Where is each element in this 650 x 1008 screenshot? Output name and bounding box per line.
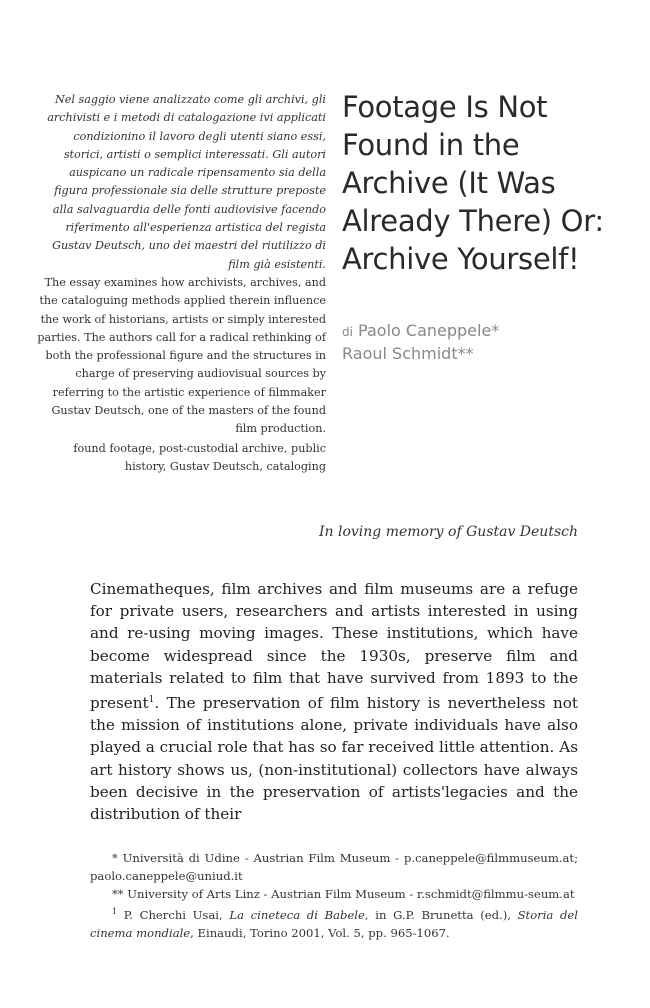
author-name: Paolo Caneppele* [358,321,500,340]
footnote-text: , Einaudi, Torino 2001, Vol. 5, pp. 965-1067. [190,926,450,941]
abstract-italian: Nel saggio viene analizzato come gli archivi, gli archivisti e i metodi di catalogazione ivi applicati condizionino il lavoro degli utenti siano essi, storici, artisti o semplici interessati. Gli autori auspicano un radicale ripensamento sia della figura professionale sia delle strutture preposte alla salvaguardia delle fonti audiovisive facendo riferimento all'esperienza artistica del regista Gustav Deutsch, uno dei maestri del riutilizzo di film già esistenti. [47,93,326,271]
article-title: Footage Is Not Found in the Archive (It Was Already There) Or: Archive Yourself! [342,90,604,276]
footnote-text: , in G.P. Brunetta (ed.), [364,908,518,923]
footnote [90,903,578,942]
author-name: Raoul Schmidt** [342,344,474,363]
footnote-ref: 1 [148,695,155,706]
footnote: ** University of Arts Linz - Austrian Film Museum - r.schmidt@filmmu-seum.at [112,886,575,901]
body-text-part: . The preservation of film history is nevertheless not the mission of institutions alone, private individuals have also played a crucial role that has so far received little attention. As art history shows us, (non-institutional) collectors have always been decisive in the preservation of artists'legacies and the distribution of their [90,694,578,824]
footnote-title: La cineteca di Babele [229,908,365,923]
abstract-english: The essay examines how archivists, archives, and the cataloguing methods applied therein influence the work of historians, artists or simply interested parties. The authors call for a radical rethinking of both the professional figure and the structures in charge of preserving audiovisual sources by referring to the artistic experience of filmmaker Gustav Deutsch, one of the masters of the found film production. [37,276,326,436]
author-prefix: di [342,325,353,339]
body-paragraph [90,578,578,825]
body-text-part: Cinematheques, film archives and film museums are a refuge for private users, researchers and artists interested in using and re-using moving images. These institutions, which have become widespread since the 1930s, preserve film and materials related to film that have survived from 1893 to the present [90,580,578,713]
footnote: * Università di Udine - Austrian Film Museum - p.caneppele@filmmuseum.at; paolo.caneppele@uniud.it [90,851,578,883]
footnotes [90,850,578,943]
footnote-text: P. Cherchi Usai, [117,908,230,923]
footnote-number: 1 [112,907,118,917]
author-block [342,320,632,364]
keywords: found footage, post-custodial archive, public history, Gustav Deutsch, cataloging [73,442,326,474]
dedication: In loving memory of Gustav Deutsch [318,524,578,540]
footnote-title: Storia del cinema mondiale [90,908,579,941]
